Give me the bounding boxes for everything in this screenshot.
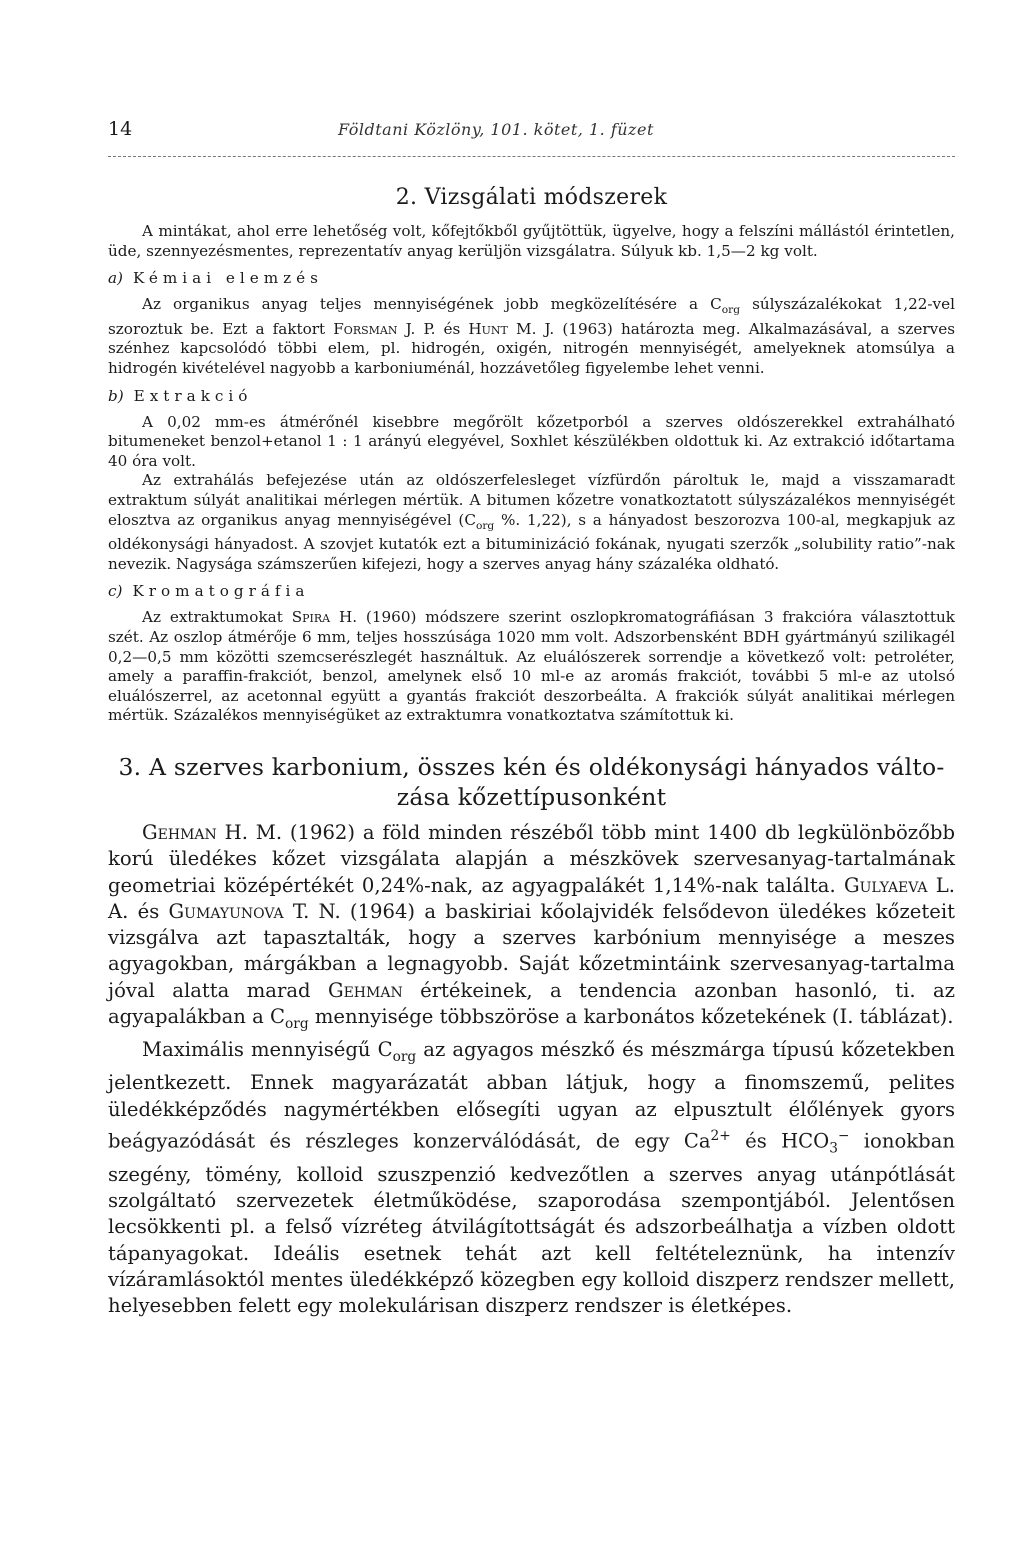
author-name: Gehman	[142, 820, 217, 844]
subsection-c-letter: c)	[108, 582, 123, 601]
section-3-title-line-2: zása kőzettípusonként	[396, 782, 667, 811]
section-3-title	[108, 752, 955, 812]
subsection-a-heading	[108, 269, 955, 287]
running-head	[108, 118, 955, 154]
page-number: 14	[108, 118, 133, 140]
subsection-a-paragraph: Az organikus anyag teljes mennyiségének jobb megközelítésére a $C_{org}$ súlyszázalékokat 1,22-vel szoroztuk be. Ezt a faktort Forsman J. P. és Hunt M. J. (1963) határozta meg. Alkalmazásával, a szerves szénhez kapcsolódó többi elem, pl. hidrogén, oxigén, nitrogén mennyiségét, amelyeknek atomsúlya a hidrogén kivételével nagyobb a karboniuménál, hozzávetőleg figyelembe lehet venni.	[108, 295, 955, 377]
author-name: Spira	[291, 608, 331, 627]
section-2-title: 2. Vizsgálati módszerek	[395, 185, 668, 210]
subsection-c-name: Kromatográfia	[132, 582, 310, 601]
subsection-b-paragraph-2: Az extrahálás befejezése után az oldószerfelesleget vízfürdőn pároltuk le, majd a visszamaradt extraktum súlyát analitikai mérlegen mértük. A bitumen kőzetre vonatkoztatott súlyszázalékos mennyiségét elosztva az organikus anyag mennyiségével ($C_{org}$ %. 1,22), s a hányadost beszorozva 100-al, megkapjuk az oldékonysági hányadost. A szovjet kutatók ezt a bituminizáció fokának, nyugati szerzők „solubility ratio”-nak nevezik. Nagysága számszerűen kifejezi, hogy a szerves anyag hány százaléka oldható.	[108, 471, 955, 573]
subsection-c-heading	[108, 582, 955, 600]
section-3-paragraph-2: Maximális mennyiségű $C_{org}$ az agyagos mészkő és mészmárga típusú kőzetekben jelentkezett. Ennek magyarázatát abban látjuk, hogy a finomszemű, pelites üledékképződés nagymértékben elősegíti ugyan az elpusztult élőlények gyors beágyazódását és részleges konzerválódását, de egy $Ca^{2+}$ és $HCO_3^-$ ionokban szegény, tömény, kolloid szuszpenzió kedvezőtlen a szerves anyag utánpótlását szolgáltató szervezetek életműködése, szaporodása szempontjából. Jelentősen lecsökkenti pl. a felső vízréteg átvilágítottságát és adszorbeálhatja a vízben oldott tápanyagokat. Ideális esetnek tehát azt kell feltételeznünk, ha intenzív vízáramlásoktól mentes üledékképző közegben egy kolloid diszperz rendszer mellett, helyesebben felett egy molekulárisan diszperz rendszer is életképes.	[108, 1038, 956, 1318]
journal-reference: Földtani Közlöny, 101. kötet, 1. füzet	[338, 120, 654, 139]
section-3-paragraph-1: Gehman H. M. (1962) a föld minden részéből több mint 1400 db legkülönbözőbb korú üledékes kőzet vizsgálata alapján a mészkövek szervesanyag-tartalmának geometriai középértékét 0,24%-nak, az agyagpalákét 1,14%-nak találta. Gulyaeva L. A. és Gumayunova T. N. (1964) a baskiriai kőolajvidék felsődevon üledékes kőzeteit vizsgálva azt tapasztalták, hogy a szerves karbónium mennyisége a meszes agyagokban, márgákban a legnagyobb. Saját kőzetmintáink szervesanyag-tartalma jóval alatta marad Gehman értékeinek, a tendencia azonban hasonló, ti. az agyapalákban a $C_{org}$ mennyisége többszöröse a karbonátos kőzetekének (I. táblázat).	[108, 820, 956, 1032]
subsection-b-heading	[108, 387, 955, 405]
header-rule	[108, 156, 955, 157]
subsection-b-letter: b)	[108, 386, 124, 405]
author-name: Gehman	[327, 978, 403, 1002]
section-2-intro: A mintákat, ahol erre lehetőség volt, kőfejtőkből gyűjtöttük, ügyelve, hogy a felszíni mállástól érintetlen, üde, szennyezésmentes, reprezentatív anyag kerüljön vizsgálatra. Súlyuk kb. 1,5—2 kg volt.	[108, 222, 955, 260]
section-3-title-line-1: 3. A szerves karbonium, összes kén és oldékonysági hányados válto-	[118, 752, 945, 781]
subsection-c-paragraph: Az extraktumokat Spira H. (1960) módszere szerint oszlopkromatográfiásan 3 frakcióra választottuk szét. Az oszlop átmérője 6 mm, teljes hosszúsága 1020 mm volt. Adszorbensként BDH gyártmányú szilikagél 0,2—0,5 mm közötti szemcserészlegét használtuk. Az eluálószerek sorrendje a következő volt: petroléter, amely a paraffin-frakciót, benzol, amelynek első 10 ml-e az aromás frakciót, további 5 ml-e az utolsó eluálószerrel, az acetonnal együtt a gyantás frakciót deszorbeálta. A frakciók súlyát analitikai mérlegen mértük. Százalékos mennyiségüket az extraktumra vonatkoztatva számítottuk ki.	[108, 608, 955, 725]
author-name: Gumayunova	[168, 899, 284, 923]
author-name: Gulyaeva	[843, 873, 928, 897]
subsection-b-name: Extrakció	[133, 386, 253, 405]
author-name: Forsman	[333, 319, 398, 338]
subsection-a-letter: a)	[108, 269, 123, 288]
author-name: Hunt	[468, 319, 508, 338]
subsection-a-name: Kémiai elemzés	[132, 269, 323, 288]
subsection-b-paragraph-1: A 0,02 mm-es átmérőnél kisebbre megőrölt kőzetporból a szerves oldószerekkel extrahálható bitumeneket benzol+etanol 1 : 1 arányú elegyével, Soxhlet készülékben oldottuk ki. Az extrakció időtartama 40 óra volt.	[108, 412, 955, 470]
page	[108, 118, 955, 1320]
